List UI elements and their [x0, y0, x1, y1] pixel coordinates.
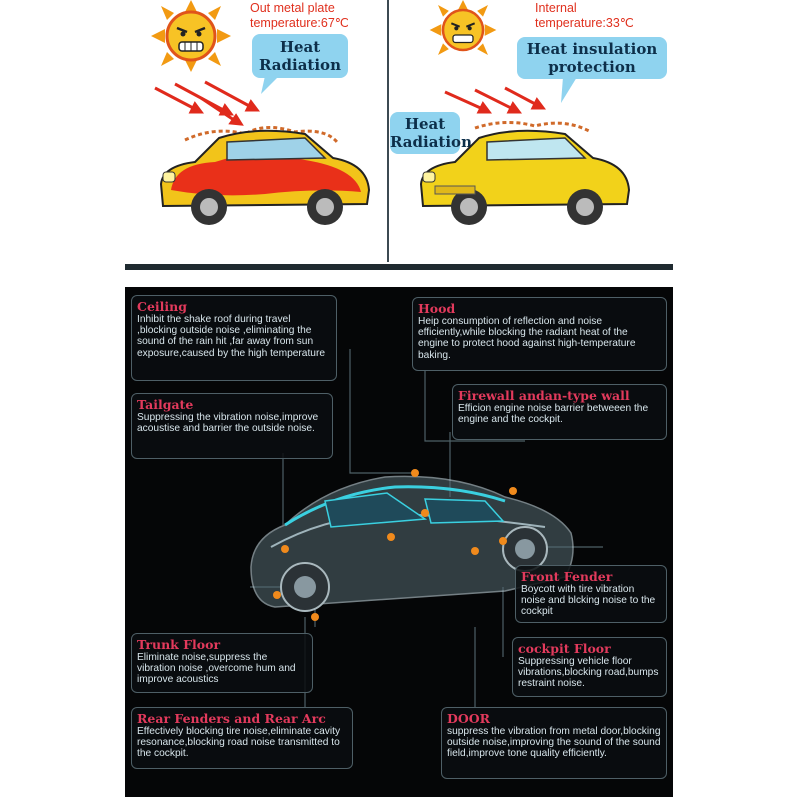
- trunk-floor-title: Trunk Floor: [137, 637, 221, 652]
- cockpit-floor-title: cockpit Floor: [518, 641, 611, 656]
- insulated-car-illustration: [415, 112, 635, 232]
- heat-insulation-bubble: Heat insulation protection: [517, 37, 667, 79]
- hood-box: [412, 297, 667, 371]
- hood-description: Heip consumption of reflection and noise efficiently,while blocking the radiant heat of the engine to protect hood against high-temperature baking.: [418, 316, 636, 361]
- ceiling-description: Inhibit the shake roof during travel ,blocking outside noise ,eliminating the sound of the rain hit ,far away from sun exposure,caused by the high temperature: [137, 314, 326, 359]
- front-fender-description: Boycott with tire vibration noise and blcking noise to the cockpit: [521, 584, 656, 618]
- front-fender-box: [515, 565, 667, 623]
- hot-car-illustration: [155, 112, 375, 232]
- insulation-areas-panel: [125, 287, 673, 797]
- panel-divider: [387, 0, 389, 262]
- heat-comparison-panel: [125, 0, 673, 262]
- tailgate-box: [131, 393, 333, 459]
- front-fender-title: Front Fender: [521, 569, 613, 584]
- door-description: suppress the vibration from metal door,blocking outside noise,improving the sound of the sound field,improve tone quality efficiently.: [447, 726, 661, 760]
- door-box: [441, 707, 667, 779]
- firewall-box: [452, 384, 667, 440]
- trunk-floor-description: Eliminate noise,suppress the vibration noise ,overcome hum and improve acoustics: [137, 652, 296, 686]
- ceiling-box: [131, 295, 337, 381]
- tailgate-description: Suppressing the vibration noise,improve acoustise and barrier the outside noise.: [137, 412, 319, 435]
- firewall-title: Firewall andan-type wall: [458, 388, 630, 403]
- rear-fenders-title: Rear Fenders and Rear Arc: [137, 711, 326, 726]
- angry-sun-icon: [143, 0, 239, 72]
- rear-fenders-description: Effectively blocking tire noise,eliminate cavity resonance,blocking road noise transmitted to the cockpit.: [137, 726, 341, 760]
- rear-fenders-box: [131, 707, 353, 769]
- ceiling-title: Ceiling: [137, 299, 187, 314]
- trunk-floor-box: [131, 633, 313, 693]
- section-divider: [125, 264, 673, 270]
- cockpit-floor-box: [512, 637, 667, 697]
- firewall-description: Efficion engine noise barrier betweeen the engine and the cockpit.: [458, 403, 649, 426]
- heat-radiation-bubble: Heat Radiation: [252, 34, 348, 78]
- door-title: DOOR: [447, 711, 491, 726]
- hood-title: Hood: [418, 301, 456, 316]
- heat-radiation-bubble-right: Heat Radiation: [390, 112, 460, 154]
- cockpit-floor-description: Suppressing vehicle floor vibrations,blocking road,bumps restraint noise.: [518, 656, 659, 690]
- internal-temperature-label: Internal temperature:33℃: [535, 1, 634, 30]
- angry-sun-icon: [415, 0, 511, 60]
- tailgate-title: Tailgate: [137, 397, 194, 412]
- outer-temperature-label: Out metal plate temperature:67℃: [250, 1, 349, 30]
